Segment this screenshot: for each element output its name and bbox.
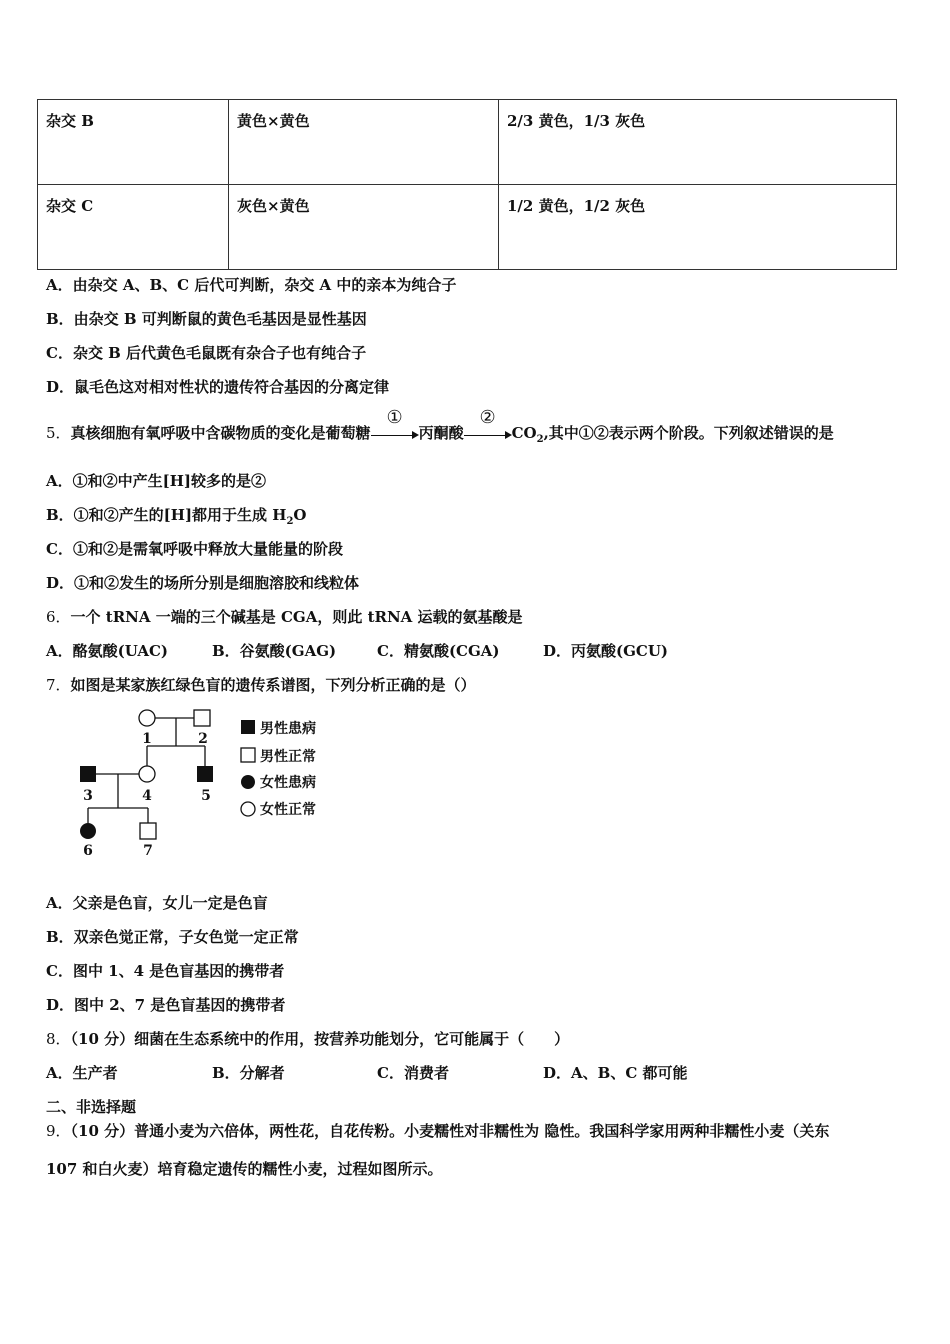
q5-stem <box>46 407 834 445</box>
legend-female-affected-symbol <box>241 775 255 789</box>
q8-option-a: A．生产者 <box>46 1064 118 1082</box>
pedigree-label-1: 1 <box>142 731 152 747</box>
q5-option-c: C．①和②是需氧呼吸中释放大量能量的阶段 <box>46 540 343 558</box>
q8-stem <box>46 1028 569 1049</box>
q6-option-a: A．酪氨酸(UAC) <box>46 642 169 660</box>
legend-female-normal-symbol <box>241 802 255 816</box>
q5-option-b-sub: 2 <box>286 516 294 527</box>
individual-2-male-normal <box>194 710 210 726</box>
q8-options <box>46 1062 688 1083</box>
legend-male-normal: 男性正常 <box>260 749 316 765</box>
table-cell: 1/2 黄色，1/2 灰色 <box>499 185 897 270</box>
individual-7-male-normal <box>140 823 156 839</box>
q7-option-c: C．图中 1、4 是色盲基因的携带者 <box>46 962 285 980</box>
pedigree-chart <box>70 700 340 865</box>
q8-stem-text: （10 分）细菌在生态系统中的作用，按营养功能划分，它可能属于（ ） <box>70 1030 570 1048</box>
q4-option-c: C．杂交 B 后代黄色毛鼠既有杂合子也有纯合子 <box>46 344 367 362</box>
legend-female-normal: 女性正常 <box>260 802 316 818</box>
q7-stem <box>46 674 476 695</box>
q6-option-b: B．谷氨酸(GAG) <box>212 642 337 660</box>
q4-option-d: D．鼠毛色这对相对性状的遗传符合基因的分离定律 <box>46 378 390 396</box>
step-1-label: ① <box>386 407 403 428</box>
table-row <box>38 185 897 270</box>
q6-option-c: C．精氨酸(CGA) <box>377 642 500 660</box>
q8-option-c: C．消费者 <box>377 1064 449 1082</box>
pedigree-label-4: 4 <box>142 788 152 804</box>
individual-6-female-affected <box>80 823 96 839</box>
q7-number: 7． <box>46 676 71 694</box>
q9-line-1-text: （10 分）普通小麦为六倍体，两性花，自花传粉。小麦糯性对非糯性为 隐性。我国科学家用两种非糯性小麦（关东 <box>70 1122 830 1140</box>
section-heading: 二、非选择题 <box>46 1098 137 1116</box>
legend-male-affected-symbol <box>241 720 255 734</box>
q4-option-b: B．由杂交 B 可判断鼠的黄色毛基因是显性基因 <box>46 310 367 328</box>
individual-1-female-normal <box>139 710 155 726</box>
cross-table <box>37 99 897 270</box>
table-cell: 2/3 黄色，1/3 灰色 <box>499 100 897 185</box>
table-cell: 黄色×黄色 <box>229 100 499 185</box>
q5-option-a: A．①和②中产生[H]较多的是② <box>46 472 267 490</box>
q5-option-b-end: O <box>293 506 307 524</box>
q9-line-1 <box>46 1120 829 1141</box>
q4-option-a: A．由杂交 A、B、C 后代可判断，杂交 A 中的亲本为纯合子 <box>46 276 457 294</box>
pedigree-label-6: 6 <box>83 843 93 859</box>
q6-option-d: D．丙氨酸(GCU) <box>543 642 669 660</box>
legend-male-normal-symbol <box>241 748 255 762</box>
q5-co2-sub: 2 <box>536 434 544 445</box>
q7-option-a: A．父亲是色盲，女儿一定是色盲 <box>46 894 268 912</box>
individual-5-male-affected <box>197 766 213 782</box>
q5-stem-b: ,其中①②表示两个阶段。下列叙述错误的是 <box>543 424 834 442</box>
q5-pyruvate: 丙酮酸 <box>418 424 464 442</box>
q5-co2: CO <box>511 424 537 442</box>
table-cell: 杂交 C <box>38 185 229 270</box>
q7-stem-text: 如图是某家族红绿色盲的遗传系谱图，下列分析正确的是（） <box>70 676 476 694</box>
q5-option-b <box>46 504 307 527</box>
legend-male-affected: 男性患病 <box>260 721 316 737</box>
q5-number: 5． <box>46 424 71 442</box>
individual-4-female-normal <box>139 766 155 782</box>
reaction-arrow-2 <box>464 407 512 441</box>
pedigree-label-7: 7 <box>143 843 153 859</box>
pedigree-label-2: 2 <box>198 731 208 747</box>
q9-number: 9． <box>46 1122 71 1140</box>
q9-line-2: 107 和白火麦）培育稳定遗传的糯性小麦，过程如图所示。 <box>46 1160 443 1178</box>
q6-options <box>46 640 668 661</box>
q6-stem <box>46 606 523 627</box>
q8-number: 8． <box>46 1030 71 1048</box>
q5-stem-a: 真核细胞有氧呼吸中含碳物质的变化是葡萄糖 <box>70 424 371 442</box>
q5-option-b-text: B．①和②产生的[H]都用于生成 H <box>46 506 287 524</box>
q7-option-b: B．双亲色觉正常，子女色觉一定正常 <box>46 928 299 946</box>
q5-option-d: D．①和②发生的场所分别是细胞溶胶和线粒体 <box>46 574 360 592</box>
pedigree-label-3: 3 <box>83 788 93 804</box>
legend-female-affected: 女性患病 <box>260 775 316 791</box>
q6-stem-text: 一个 tRNA 一端的三个碱基是 CGA，则此 tRNA 运载的氨基酸是 <box>70 608 523 626</box>
table-cell: 灰色×黄色 <box>229 185 499 270</box>
pedigree-label-5: 5 <box>201 788 211 804</box>
reaction-arrow-1 <box>371 407 419 441</box>
table-cell: 杂交 B <box>38 100 229 185</box>
individual-3-male-affected <box>80 766 96 782</box>
q8-option-b: B．分解者 <box>212 1064 285 1082</box>
q7-option-d: D．图中 2、7 是色盲基因的携带者 <box>46 996 286 1014</box>
q6-number: 6． <box>46 608 71 626</box>
q8-option-d: D．A、B、C 都可能 <box>543 1064 688 1082</box>
step-2-label: ② <box>479 407 496 428</box>
table-row <box>38 100 897 185</box>
